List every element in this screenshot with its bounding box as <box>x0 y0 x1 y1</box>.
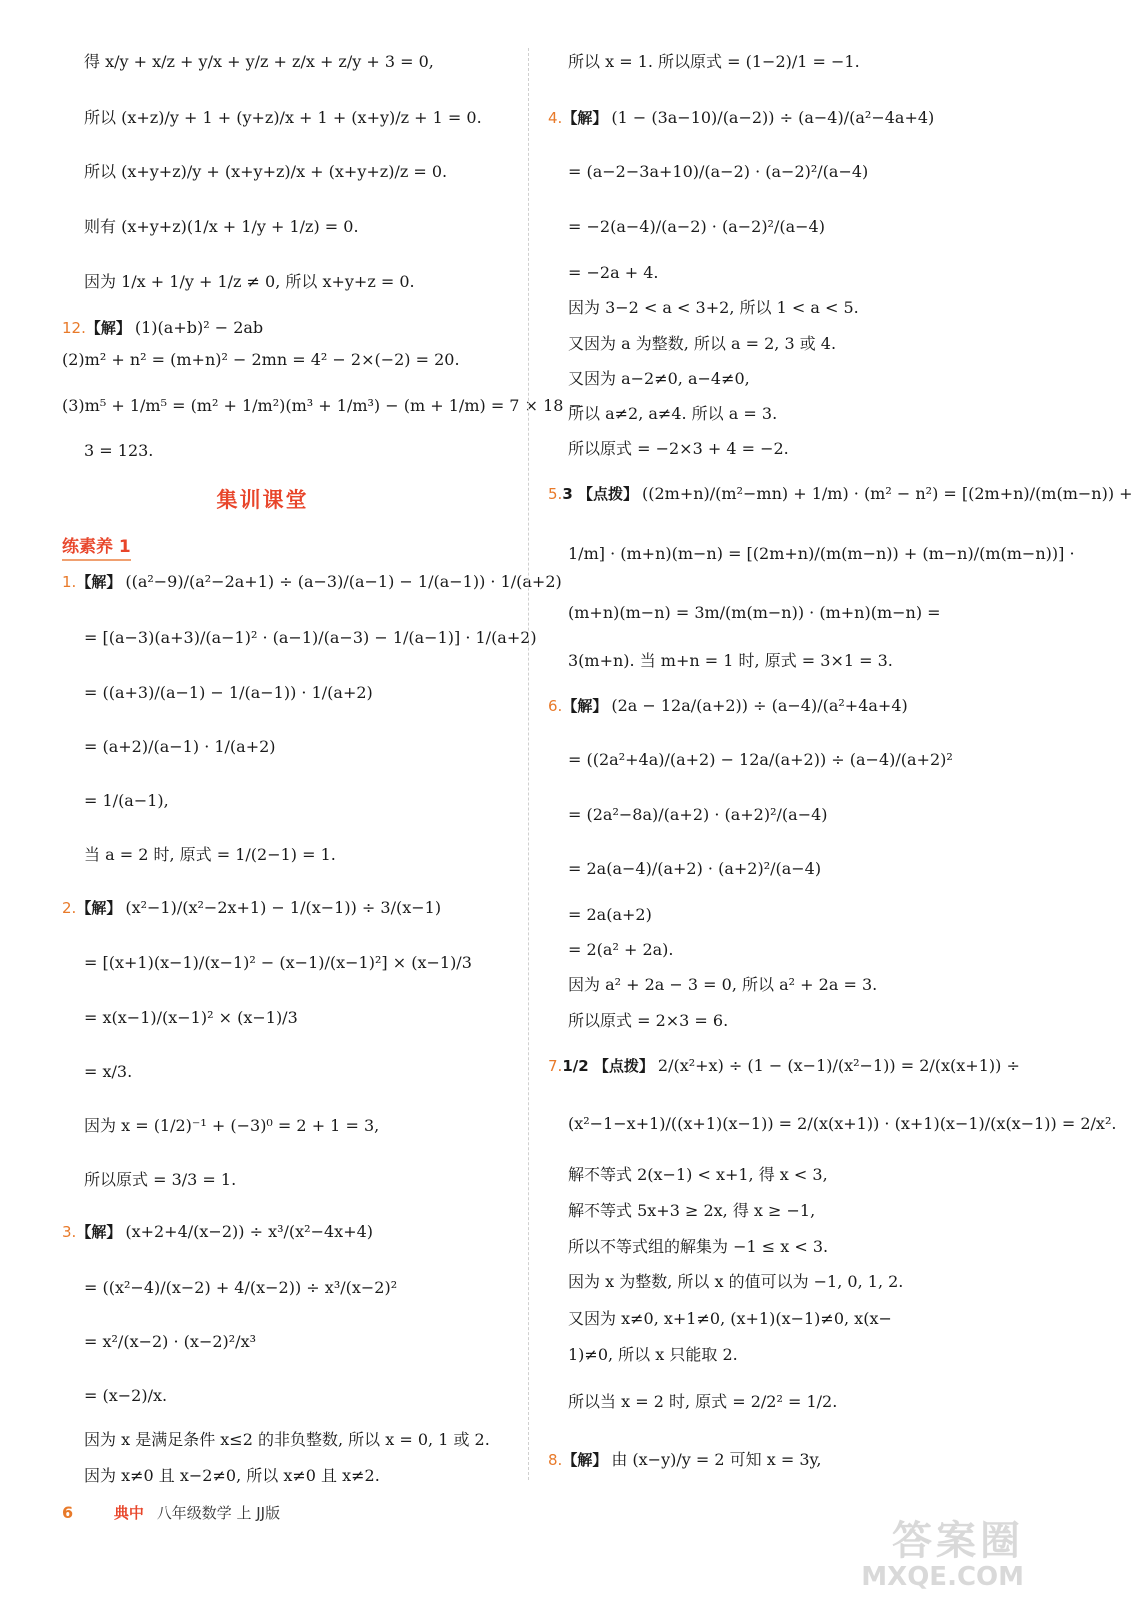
line-text: (3)m⁵ + 1/m⁵ = (m² + 1/m²)(m³ + 1/m³) − (m + 1/m) = 7 × 18 − <box>62 396 582 415</box>
line-text: ((2m+n)/(m²−mn) + 1/m) · (m² − n²) = [(2m+n)/(m(m−n)) + <box>641 484 1133 503</box>
text-line <box>568 750 953 769</box>
text-line <box>62 318 263 337</box>
text-line <box>568 52 860 71</box>
line-text: 1/m] · (m+n)(m−n) = [(2m+n)/(m(m−n)) + (m−n)/(m(m−n))] · <box>568 544 1075 563</box>
text-line <box>568 905 652 924</box>
text-line <box>568 1165 828 1184</box>
line-text: = x²/(x−2) · (x−2)²/x³ <box>84 1332 257 1351</box>
line-text: 因为 1/x + 1/y + 1/z ≠ 0, 所以 x+y+z = 0. <box>84 272 415 291</box>
text-line <box>568 404 777 423</box>
text-line <box>84 1386 167 1405</box>
line-text: 解不等式 2(x−1) < x+1, 得 x < 3, <box>568 1165 828 1184</box>
text-line <box>568 805 828 824</box>
text-line <box>568 1392 837 1411</box>
text-line <box>84 953 472 972</box>
problem-number: 8. <box>548 1451 563 1469</box>
text-line <box>84 162 447 181</box>
line-text: 又因为 a 为整数, 所以 a = 2, 3 或 4. <box>568 334 837 353</box>
problem-number: 2. <box>62 899 77 917</box>
text-line <box>568 334 836 353</box>
text-line <box>84 1430 490 1449</box>
line-text: 得 x/y + x/z + y/x + y/z + z/x + z/y + 3 = 0, <box>84 52 434 71</box>
line-text: 因为 x 是满足条件 x≤2 的非负整数, 所以 x = 0, 1 或 2. <box>84 1430 490 1449</box>
line-text: (m+n)(m−n) = 3m/(m(m−n)) · (m+n)(m−n) = <box>568 603 941 622</box>
text-line <box>548 484 1133 503</box>
solution-tag: 【解】 <box>76 1223 122 1241</box>
page-number: 6 <box>62 1503 74 1522</box>
text-line <box>568 1201 815 1220</box>
line-text: = x(x−1)/(x−1)² × (x−1)/3 <box>84 1008 298 1027</box>
text-line <box>568 1309 892 1328</box>
line-text: = 2(a² + 2a). <box>568 940 674 959</box>
line-text: 则有 (x+y+z)(1/x + 1/y + 1/z) = 0. <box>84 217 359 236</box>
line-text: = (a+2)/(a−1) · 1/(a+2) <box>84 737 276 756</box>
column-divider <box>528 48 529 1480</box>
text-line <box>568 217 825 236</box>
text-line <box>84 1008 298 1027</box>
line-text: 又因为 a−2≠0, a−4≠0, <box>568 369 750 388</box>
line-text: = −2(a−4)/(a−2) · (a−2)²/(a−4) <box>568 217 825 236</box>
text-line <box>62 898 441 917</box>
subsection-title: 练素养 1 <box>62 532 131 561</box>
problem-number: 6. <box>548 697 563 715</box>
section-title: 集训课堂 <box>216 488 309 512</box>
line-text: 所以当 x = 2 时, 原式 = 2/2² = 1/2. <box>568 1392 838 1411</box>
text-line <box>568 1114 1116 1133</box>
text-line <box>84 1116 379 1135</box>
text-line <box>62 350 460 369</box>
line-text: 所以 a≠2, a≠4. 所以 a = 3. <box>568 404 778 423</box>
watermark <box>861 1519 1024 1592</box>
text-line <box>84 845 336 864</box>
problem-number: 4. <box>548 109 563 127</box>
line-text: 因为 3−2 < a < 3+2, 所以 1 < a < 5. <box>568 298 859 317</box>
text-line <box>568 603 941 622</box>
line-text: 2/(x²+x) ÷ (1 − (x−1)/(x²−1)) = 2/(x(x+1)) ÷ <box>657 1056 1020 1075</box>
line-text: = (2a²−8a)/(a+2) · (a+2)²/(a−4) <box>568 805 828 824</box>
text-line <box>568 369 750 388</box>
text-line <box>568 1237 828 1256</box>
solution-tag: 【解】 <box>562 109 608 127</box>
text-line <box>568 439 789 458</box>
text-line <box>84 217 359 236</box>
solution-tag: 1/2 【点拨】 <box>562 1057 654 1075</box>
line-text: 3(m+n). 当 m+n = 1 时, 原式 = 3×1 = 3. <box>568 651 893 670</box>
line-text: (x²−1−x+1)/((x+1)(x−1)) = 2/(x(x+1)) · (x+1)(x−1)/(x(x−1)) = 2/x². <box>568 1114 1117 1133</box>
line-text: = ((a+3)/(a−1) − 1/(a−1)) · 1/(a+2) <box>84 683 373 702</box>
line-text: (2a − 12a/(a+2)) ÷ (a−4)/(a²+4a+4) <box>611 696 908 715</box>
line-text: 因为 x = (1/2)⁻¹ + (−3)⁰ = 2 + 1 = 3, <box>84 1116 380 1135</box>
line-text: 所以不等式组的解集为 −1 ≤ x < 3. <box>568 1237 829 1256</box>
text-line <box>568 651 893 670</box>
page-footer <box>62 1502 280 1523</box>
line-text: (x²−1)/(x²−2x+1) − 1/(x−1)) ÷ 3/(x−1) <box>125 898 442 917</box>
line-text: (x+2+4/(x−2)) ÷ x³/(x²−4x+4) <box>125 1222 374 1241</box>
line-text: = 2a(a+2) <box>568 905 652 924</box>
text-line <box>84 628 537 647</box>
line-text: (1 − (3a−10)/(a−2)) ÷ (a−4)/(a²−4a+4) <box>611 108 935 127</box>
text-line <box>548 108 934 127</box>
line-text: 3 = 123. <box>84 441 154 460</box>
text-line <box>62 396 582 415</box>
solution-tag: 【解】 <box>76 573 122 591</box>
text-line <box>548 1056 1020 1075</box>
text-line <box>84 52 434 71</box>
line-text: = 1/(a−1), <box>84 791 169 810</box>
line-text: = ((x²−4)/(x−2) + 4/(x−2)) ÷ x³/(x−2)² <box>84 1278 398 1297</box>
text-line <box>84 683 373 702</box>
text-line <box>62 572 562 591</box>
text-line <box>84 737 276 756</box>
text-line <box>84 1170 236 1189</box>
text-line <box>568 1272 903 1291</box>
problem-number: 12. <box>62 319 86 337</box>
text-line <box>84 441 153 460</box>
line-text: 所以 x = 1. 所以原式 = (1−2)/1 = −1. <box>568 52 860 71</box>
solution-tag: 【解】 <box>76 899 122 917</box>
line-text: = (x−2)/x. <box>84 1386 168 1405</box>
text-line <box>84 1278 397 1297</box>
solution-tag: 3 【点拨】 <box>562 485 638 503</box>
text-line <box>568 859 821 878</box>
line-text: 所以原式 = 2×3 = 6. <box>568 1011 729 1030</box>
text-line <box>568 263 658 282</box>
text-line <box>84 272 415 291</box>
line-text: 又因为 x≠0, x+1≠0, (x+1)(x−1)≠0, x(x− <box>568 1309 892 1328</box>
line-text: = [(a−3)(a+3)/(a−1)² · (a−1)/(a−3) − 1/(a−1)] · 1/(a+2) <box>84 628 537 647</box>
line-text: 所以 (x+z)/y + 1 + (y+z)/x + 1 + (x+y)/z + 1 = 0. <box>84 108 482 127</box>
brand-logo: 典中 <box>113 1504 144 1522</box>
text-line <box>84 108 482 127</box>
line-text: 因为 x≠0 且 x−2≠0, 所以 x≠0 且 x≠2. <box>84 1466 380 1485</box>
text-line <box>84 791 169 810</box>
text-line <box>84 1062 132 1081</box>
line-text: 由 (x−y)/y = 2 可知 x = 3y, <box>611 1450 822 1469</box>
text-line <box>568 162 868 181</box>
text-line <box>84 1332 256 1351</box>
line-text: = 2a(a−4)/(a+2) · (a+2)²/(a−4) <box>568 859 822 878</box>
line-text: 所以原式 = 3/3 = 1. <box>84 1170 237 1189</box>
text-line <box>568 975 877 994</box>
solution-tag: 【解】 <box>562 697 608 715</box>
line-text: ((a²−9)/(a²−2a+1) ÷ (a−3)/(a−1) − 1/(a−1)) · 1/(a+2) <box>125 572 562 591</box>
text-line <box>568 940 674 959</box>
text-line <box>568 1011 728 1030</box>
problem-number: 7. <box>548 1057 563 1075</box>
line-text: = [(x+1)(x−1)/(x−1)² − (x−1)/(x−1)²] × (x−1)/3 <box>84 953 472 972</box>
line-text: 所以原式 = −2×3 + 4 = −2. <box>568 439 789 458</box>
problem-number: 5. <box>548 485 563 503</box>
problem-number: 1. <box>62 573 77 591</box>
text-line <box>84 1466 380 1485</box>
line-text: 当 a = 2 时, 原式 = 1/(2−1) = 1. <box>84 845 336 864</box>
text-line <box>548 696 908 715</box>
watermark-url: MXQE.COM <box>861 1562 1024 1593</box>
text-line <box>548 1450 822 1469</box>
line-text: 因为 x 为整数, 所以 x 的值可以为 −1, 0, 1, 2. <box>568 1272 904 1291</box>
line-text: = (a−2−3a+10)/(a−2) · (a−2)²/(a−4) <box>568 162 869 181</box>
line-text: (2)m² + n² = (m+n)² − 2mn = 4² − 2×(−2) = 20. <box>62 350 460 369</box>
line-text: 解不等式 5x+3 ≥ 2x, 得 x ≥ −1, <box>568 1201 816 1220</box>
book-title: 八年级数学 上 JJ版 <box>156 1504 281 1522</box>
line-text: 1)≠0, 所以 x 只能取 2. <box>568 1345 738 1364</box>
line-text: = −2a + 4. <box>568 263 659 282</box>
solution-tag: 【解】 <box>562 1451 608 1469</box>
text-line <box>568 544 1075 563</box>
solution-tag: 【解】 <box>85 319 131 337</box>
line-text: 因为 a² + 2a − 3 = 0, 所以 a² + 2a = 3. <box>568 975 878 994</box>
text-line <box>568 1345 738 1364</box>
line-text: 所以 (x+y+z)/y + (x+y+z)/x + (x+y+z)/z = 0. <box>84 162 448 181</box>
line-text: = x/3. <box>84 1062 133 1081</box>
text-line <box>62 1222 373 1241</box>
text-line <box>568 298 859 317</box>
line-text: = ((2a²+4a)/(a+2) − 12a/(a+2)) ÷ (a−4)/(a+2)² <box>568 750 953 769</box>
problem-number: 3. <box>62 1223 77 1241</box>
watermark-text: 答案圈 <box>892 1518 1024 1565</box>
line-text: (1)(a+b)² − 2ab <box>134 318 264 337</box>
